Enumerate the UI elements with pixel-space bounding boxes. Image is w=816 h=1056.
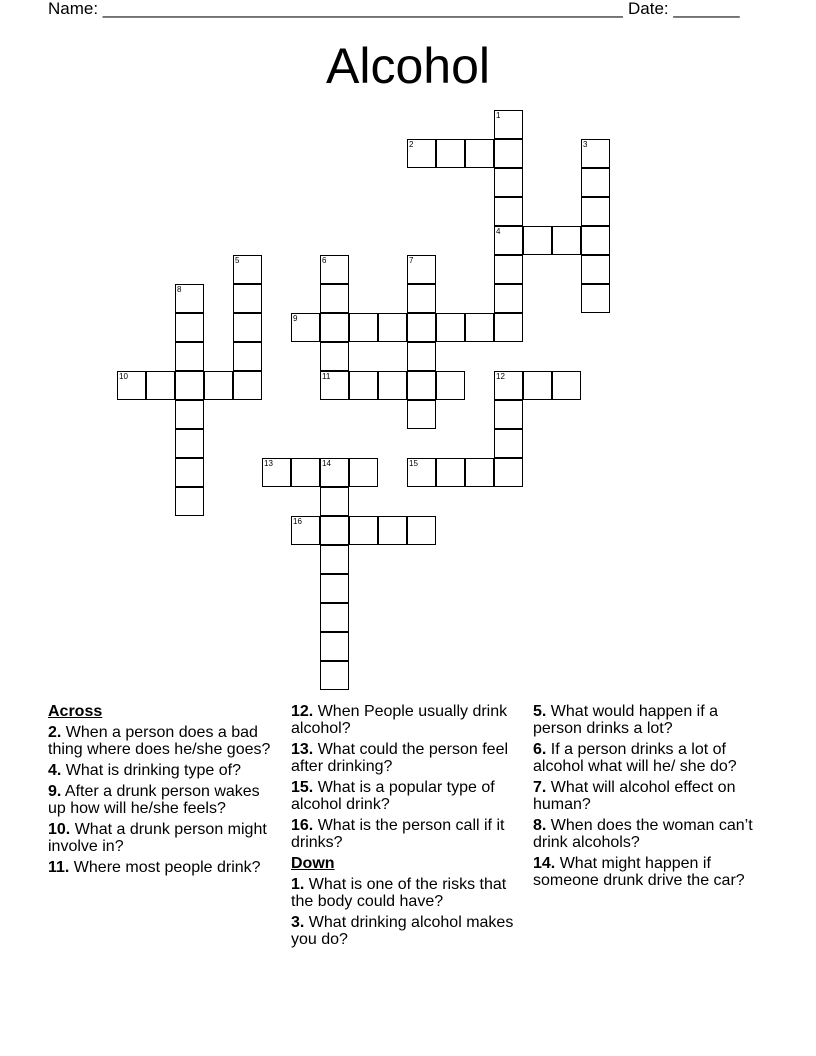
grid-cell[interactable] [494, 168, 523, 197]
clue-across-12: 12. When People usually drink alcohol? [291, 703, 508, 737]
grid-cell[interactable] [436, 458, 465, 487]
grid-cell[interactable] [349, 458, 378, 487]
grid-cell[interactable] [320, 458, 349, 487]
grid-cell[interactable] [175, 371, 204, 400]
grid-cell[interactable] [581, 168, 610, 197]
across-heading: Across [48, 703, 103, 720]
grid-cell[interactable] [494, 400, 523, 429]
grid-cell[interactable] [320, 516, 349, 545]
grid-cell[interactable] [233, 371, 262, 400]
grid-cell[interactable] [494, 284, 523, 313]
grid-cell[interactable] [494, 110, 523, 139]
grid-cell[interactable] [291, 516, 320, 545]
grid-cell[interactable] [320, 342, 349, 371]
grid-cell[interactable] [581, 139, 610, 168]
clue-down-5: 5. What would happen if a person drinks a lot? [533, 703, 719, 737]
grid-cell[interactable] [320, 255, 349, 284]
clue-across-13: 13. What could the person feel after drinking? [291, 741, 509, 775]
grid-cell[interactable] [494, 429, 523, 458]
grid-cell[interactable] [552, 226, 581, 255]
grid-cell[interactable] [465, 458, 494, 487]
clue-number: 12 [496, 372, 505, 381]
grid-cell[interactable] [581, 197, 610, 226]
grid-cell[interactable] [407, 342, 436, 371]
grid-cell[interactable] [175, 429, 204, 458]
clue-across-4: 4. What is drinking type of? [48, 762, 241, 779]
grid-cell[interactable] [233, 313, 262, 342]
clue-across-15: 15. What is a popular type of alcohol drink? [291, 779, 495, 813]
name-field-label: Name: _______________________________________________________ [48, 0, 623, 18]
grid-cell[interactable] [407, 313, 436, 342]
grid-cell[interactable] [407, 255, 436, 284]
grid-cell[interactable] [581, 284, 610, 313]
grid-cell[interactable] [262, 458, 291, 487]
clue-across-2: 2. When a person does a bad thing where does he/she goes? [48, 724, 271, 758]
grid-cell[interactable] [175, 400, 204, 429]
grid-cell[interactable] [175, 487, 204, 516]
down-heading: Down [291, 855, 335, 872]
grid-cell[interactable] [407, 400, 436, 429]
clue-across-10: 10. What a drunk person might involve in? [48, 821, 267, 855]
grid-cell[interactable] [523, 371, 552, 400]
clue-number: 9 [293, 314, 298, 323]
grid-cell[interactable] [436, 313, 465, 342]
clue-number: 6 [322, 256, 327, 265]
clue-across-11: 11. Where most people drink? [48, 859, 261, 876]
grid-cell[interactable] [320, 603, 349, 632]
grid-cell[interactable] [204, 371, 233, 400]
clue-number: 5 [235, 256, 240, 265]
grid-cell[interactable] [349, 516, 378, 545]
grid-cell[interactable] [436, 371, 465, 400]
grid-cell[interactable] [233, 255, 262, 284]
date-field-label: Date: _______ [628, 0, 740, 18]
clue-number: 1 [496, 111, 501, 120]
grid-cell[interactable] [494, 458, 523, 487]
grid-cell[interactable] [465, 139, 494, 168]
grid-cell[interactable] [378, 313, 407, 342]
clue-number: 7 [409, 256, 414, 265]
grid-cell[interactable] [378, 371, 407, 400]
grid-cell[interactable] [552, 371, 581, 400]
grid-cell[interactable] [349, 313, 378, 342]
grid-cell[interactable] [320, 487, 349, 516]
clue-down-8: 8. When does the woman can’t drink alcohols? [533, 817, 753, 851]
grid-cell[interactable] [320, 661, 349, 690]
grid-cell[interactable] [494, 255, 523, 284]
clue-down-3: 3. What drinking alcohol makes you do? [291, 914, 514, 948]
grid-cell[interactable] [407, 458, 436, 487]
grid-cell[interactable] [581, 255, 610, 284]
clue-number: 2 [409, 140, 414, 149]
grid-cell[interactable] [407, 139, 436, 168]
grid-cell[interactable] [407, 371, 436, 400]
grid-cell[interactable] [378, 516, 407, 545]
grid-cell[interactable] [465, 313, 494, 342]
clue-down-1: 1. What is one of the risks that the body could have? [291, 876, 507, 910]
clue-number: 13 [264, 459, 273, 468]
clues-column-2 [291, 703, 516, 952]
grid-cell[interactable] [320, 632, 349, 661]
grid-cell[interactable] [349, 371, 378, 400]
clue-number: 14 [322, 459, 331, 468]
page-title: Alcohol [326, 38, 490, 94]
grid-cell[interactable] [146, 371, 175, 400]
clue-across-9: 9. After a drunk person wakes up how will he/she feels? [48, 783, 260, 817]
clue-number: 15 [409, 459, 418, 468]
clues-column-3 [533, 703, 758, 893]
grid-cell[interactable] [494, 226, 523, 255]
grid-cell[interactable] [291, 313, 320, 342]
grid-cell[interactable] [494, 313, 523, 342]
grid-cell[interactable] [175, 342, 204, 371]
grid-cell[interactable] [175, 313, 204, 342]
grid-cell[interactable] [581, 226, 610, 255]
clue-down-14: 14. What might happen if someone drunk drive the car? [533, 855, 745, 889]
grid-cell[interactable] [233, 284, 262, 313]
grid-cell[interactable] [494, 197, 523, 226]
clue-number: 4 [496, 227, 501, 236]
grid-cell[interactable] [407, 284, 436, 313]
clue-across-16: 16. What is the person call if it drinks? [291, 817, 505, 851]
clue-number: 3 [583, 140, 588, 149]
clue-number: 8 [177, 285, 182, 294]
grid-cell[interactable] [494, 371, 523, 400]
grid-cell[interactable] [320, 284, 349, 313]
grid-cell[interactable] [291, 458, 320, 487]
grid-cell[interactable] [320, 371, 349, 400]
grid-cell[interactable] [175, 458, 204, 487]
clue-number: 10 [119, 372, 128, 381]
grid-cell[interactable] [320, 545, 349, 574]
grid-cell[interactable] [175, 284, 204, 313]
grid-cell[interactable] [523, 226, 552, 255]
grid-cell[interactable] [407, 516, 436, 545]
clue-down-7: 7. What will alcohol effect on human? [533, 779, 736, 813]
grid-cell[interactable] [233, 342, 262, 371]
grid-cell[interactable] [320, 574, 349, 603]
clues-column-1 [48, 703, 280, 880]
grid-cell[interactable] [117, 371, 146, 400]
grid-cell[interactable] [494, 139, 523, 168]
grid-cell[interactable] [320, 313, 349, 342]
grid-cell[interactable] [436, 139, 465, 168]
clue-number: 16 [293, 517, 302, 526]
clue-down-6: 6. If a person drinks a lot of alcohol what will he/ she do? [533, 741, 737, 775]
clue-number: 11 [322, 372, 331, 381]
